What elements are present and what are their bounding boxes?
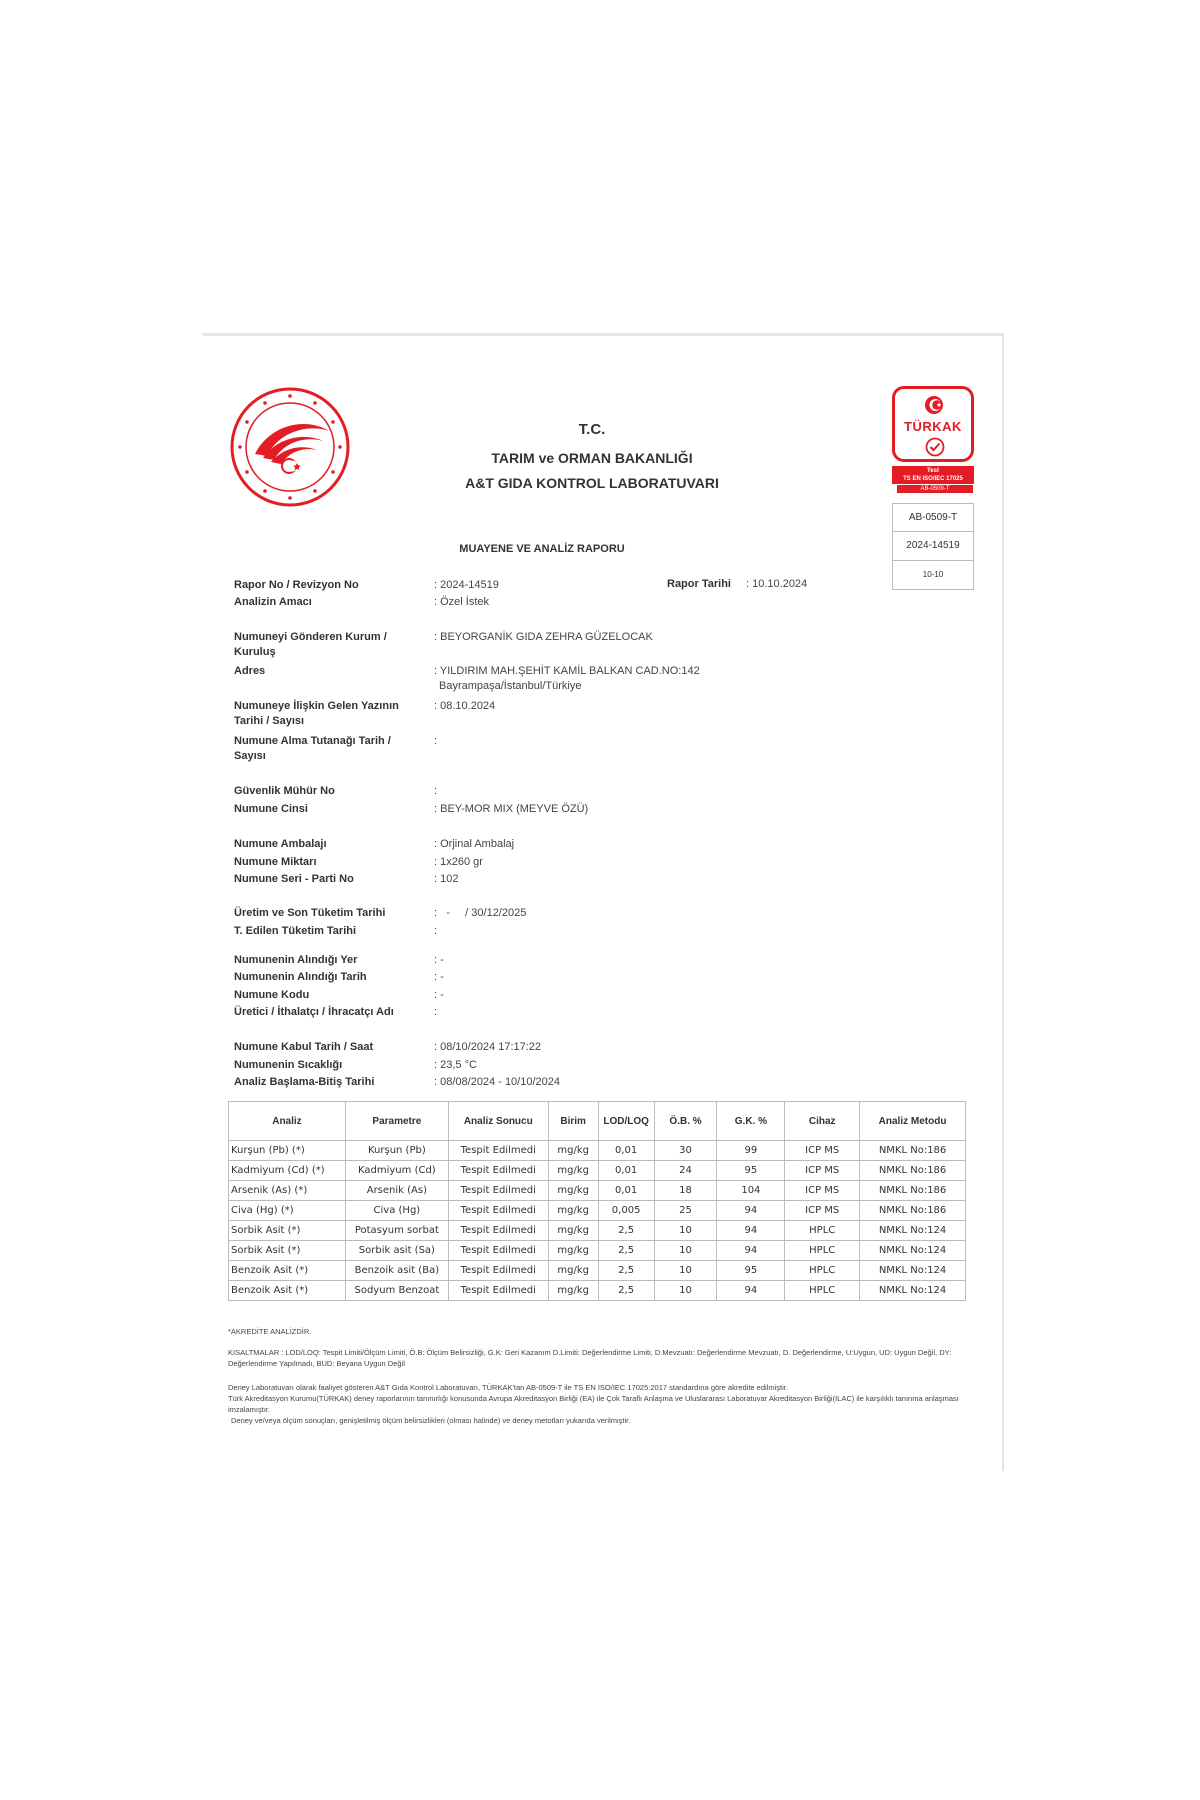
table-cell: NMKL No:186 <box>860 1161 966 1181</box>
field-value: : - <box>434 971 444 983</box>
table-cell: 0,005 <box>598 1201 654 1221</box>
turkak-band-code: AB-0509-T <box>897 485 973 493</box>
table-cell: HPLC <box>785 1281 860 1301</box>
field-value: : Orjinal Ambalaj <box>434 838 515 850</box>
table-cell: HPLC <box>785 1221 860 1241</box>
table-body <box>229 1141 966 1301</box>
field-value: : 08.10.2024 <box>434 700 496 712</box>
table-cell: Tespit Edilmedi <box>448 1221 548 1241</box>
field-value: : <box>434 925 438 937</box>
field-value: : Özel İstek <box>434 596 490 608</box>
table-row <box>229 1241 966 1261</box>
field-value: : <box>434 735 438 747</box>
field-value: : BEYORGANİK GIDA ZEHRA GÜZELOCAK <box>434 631 653 643</box>
field-label: Numune Alma Tutanağı Tarih / Sayısı <box>234 735 391 762</box>
table-cell: Potasyum sorbat <box>345 1221 448 1241</box>
table-cell: Tespit Edilmedi <box>448 1181 548 1201</box>
table-row <box>229 1281 966 1301</box>
table-cell: 10 <box>654 1261 717 1281</box>
check-circle-icon <box>925 437 945 457</box>
table-cell: Tespit Edilmedi <box>448 1141 548 1161</box>
table-cell: Kurşun (Pb) <box>345 1141 448 1161</box>
col-birim: Birim <box>548 1102 598 1141</box>
table-cell: 2,5 <box>598 1261 654 1281</box>
table-cell: 94 <box>717 1281 785 1301</box>
table-cell: 2,5 <box>598 1241 654 1261</box>
table-cell: ICP MS <box>785 1201 860 1221</box>
field-value: : 2024-14519 <box>434 579 499 591</box>
table-cell: mg/kg <box>548 1281 598 1301</box>
table-cell: 18 <box>654 1181 717 1201</box>
table-cell: Arsenik (As) <box>345 1181 448 1201</box>
table-cell: mg/kg <box>548 1241 598 1261</box>
field-label: Üretici / İthalatçı / İhracatçı Adı <box>234 1006 394 1018</box>
turkak-logo <box>892 386 974 462</box>
table-cell: Civa (Hg) (*) <box>229 1201 346 1221</box>
table-cell: 95 <box>717 1161 785 1181</box>
field-label: Numunenin Alındığı Tarih <box>234 971 367 983</box>
field-value: : <box>434 1006 438 1018</box>
table-cell: NMKL No:124 <box>860 1241 966 1261</box>
table-cell: NMKL No:186 <box>860 1141 966 1161</box>
field-label: Analizin Amacı <box>234 596 312 608</box>
table-cell: 0,01 <box>598 1141 654 1161</box>
table-cell: 94 <box>717 1241 785 1261</box>
table-cell: Sorbik Asit (*) <box>229 1221 346 1241</box>
table-cell: 10 <box>654 1241 717 1261</box>
accreditation-statement-3: Deney ve/veya ölçüm sonuçları, genişletilmiş ölçüm belirsizlikleri (olması halinde) ve deney metotları yukarıda verilmiştir. <box>231 1416 631 1425</box>
col-parametre: Parametre <box>345 1102 448 1141</box>
table-cell: 10 <box>654 1281 717 1301</box>
field-value: : - / 30/12/2025 <box>434 907 527 919</box>
field-value: : 08/10/2024 17:17:22 <box>434 1041 542 1053</box>
field-value: : - <box>434 954 444 966</box>
field-label: Numune Ambalajı <box>234 838 327 850</box>
table-cell: mg/kg <box>548 1141 598 1161</box>
table-row <box>229 1201 966 1221</box>
report-page <box>202 333 1004 1471</box>
table-cell: NMKL No:124 <box>860 1221 966 1241</box>
table-row <box>229 1181 966 1201</box>
turkak-band-std: TS EN ISO/IEC 17025 <box>903 476 963 482</box>
table-cell: HPLC <box>785 1241 860 1261</box>
accreditation-statement <box>228 1382 968 1426</box>
table-cell: Sorbik Asit (*) <box>229 1241 346 1261</box>
table-cell: Arsenik (As) (*) <box>229 1181 346 1201</box>
field-label: Üretim ve Son Tüketim Tarihi <box>234 907 386 919</box>
field-value: : 1x260 gr <box>434 856 483 868</box>
field-label: Adres <box>234 665 266 677</box>
table-cell: Kurşun (Pb) (*) <box>229 1141 346 1161</box>
table-cell: Tespit Edilmedi <box>448 1261 548 1281</box>
table-cell: 2,5 <box>598 1221 654 1241</box>
table-cell: NMKL No:124 <box>860 1261 966 1281</box>
field-value: : 08/08/2024 - 10/10/2024 <box>434 1076 560 1088</box>
table-cell: Benzoik Asit (*) <box>229 1261 346 1281</box>
field-label: Numune Miktarı <box>234 856 317 868</box>
field-label: Numunenin Alındığı Yer <box>234 954 358 966</box>
col-analiz: Analiz <box>229 1102 346 1141</box>
accreditation-statement-1: Deney Laboratuvarı olarak faaliyet gösteren A&T Gıda Kontrol Laboratuvarı, TÜRKAK'tan AB-0509-T ile TS EN ISO/IEC 17025:2017 standardına göre akredite edilmiştir. <box>228 1383 788 1392</box>
accreditation-report: 2024-14519 <box>892 532 974 561</box>
col-sonuc: Analiz Sonucu <box>448 1102 548 1141</box>
field-label: Analiz Başlama-Bitiş Tarihi <box>234 1076 375 1088</box>
field-label: Numuneyi Gönderen Kurum / Kuruluş <box>234 631 387 658</box>
table-cell: Sorbik asit (Sa) <box>345 1241 448 1261</box>
table-row <box>229 1141 966 1161</box>
col-cihaz: Cihaz <box>785 1102 860 1141</box>
header-line-1: T.C. <box>578 421 606 438</box>
field-label: Numuneye İlişkin Gelen Yazının Tarihi / Sayısı <box>234 700 399 727</box>
table-cell: Tespit Edilmedi <box>448 1281 548 1301</box>
table-cell: Tespit Edilmedi <box>448 1241 548 1261</box>
table-cell: mg/kg <box>548 1161 598 1181</box>
accreditation-code: AB-0509-T <box>892 503 974 532</box>
col-gk: G.K. % <box>717 1102 785 1141</box>
table-cell: mg/kg <box>548 1261 598 1281</box>
table-row <box>229 1221 966 1241</box>
field-label: Numune Cinsi <box>234 803 308 815</box>
header-line-3: A&T GIDA KONTROL LABORATUVARI <box>465 475 719 491</box>
table-cell: mg/kg <box>548 1201 598 1221</box>
accreditation-block <box>892 386 978 590</box>
accreditation-statement-2: Türk Akreditasyon Kurumu(TÜRKAK) deney raporlarının tanınırlığı konusunda Avrupa Akreditasyon Birliği (EA) ile Çok Taraflı Anlaşma ve Uluslararası Laboratuvar Akreditasyon Birliği(ILAC) ile karşılıklı tanınma anlaşması imzalamıştır. <box>228 1394 959 1414</box>
table-cell: 99 <box>717 1141 785 1161</box>
report-date-label: Rapor Tarihi <box>667 578 731 590</box>
report-date-value: : 10.10.2024 <box>746 578 808 590</box>
field-value: : BEY-MOR MIX (MEYVE ÖZÜ) <box>434 803 589 815</box>
table-cell: 0,01 <box>598 1181 654 1201</box>
table-cell: ICP MS <box>785 1141 860 1161</box>
table-cell: mg/kg <box>548 1221 598 1241</box>
table-cell: Tespit Edilmedi <box>448 1161 548 1181</box>
table-cell: NMKL No:186 <box>860 1201 966 1221</box>
accredited-note: *AKREDİTE ANALİZDİR. <box>228 1327 312 1336</box>
table-cell: NMKL No:124 <box>860 1281 966 1301</box>
table-cell: 2,5 <box>598 1281 654 1301</box>
field-label: Numunenin Sıcaklığı <box>234 1059 343 1071</box>
header-line-2: TARIM ve ORMAN BAKANLIĞI <box>491 450 693 466</box>
table-cell: 24 <box>654 1161 717 1181</box>
address-line-2: Bayrampaşa/İstanbul/Türkiye <box>439 680 582 692</box>
field-label: T. Edilen Tüketim Tarihi <box>234 925 357 937</box>
accreditation-date: 10-10 <box>892 561 974 590</box>
field-value <box>434 664 794 694</box>
field-label: Numune Kabul Tarih / Saat <box>234 1041 374 1053</box>
table-cell: 94 <box>717 1221 785 1241</box>
table-header-row <box>229 1102 966 1141</box>
institution-header <box>402 421 782 491</box>
field-label: Rapor No / Revizyon No <box>234 579 359 591</box>
crescent-star-icon <box>924 395 944 415</box>
report-title: MUAYENE VE ANALİZ RAPORU <box>459 543 625 555</box>
ministry-seal-icon <box>229 386 351 508</box>
field-value: : 23,5 °C <box>434 1059 477 1071</box>
col-metot: Analiz Metodu <box>860 1102 966 1141</box>
table-cell: Benzoik Asit (*) <box>229 1281 346 1301</box>
field-label: Güvenlik Mühür No <box>234 785 335 797</box>
results-table <box>228 1101 966 1301</box>
table-cell: 10 <box>654 1221 717 1241</box>
table-cell: Civa (Hg) <box>345 1201 448 1221</box>
table-cell: Sodyum Benzoat <box>345 1281 448 1301</box>
table-cell: 95 <box>717 1261 785 1281</box>
field-value: : <box>434 785 438 797</box>
table-cell: Kadmiyum (Cd) (*) <box>229 1161 346 1181</box>
table-cell: ICP MS <box>785 1161 860 1181</box>
table-cell: HPLC <box>785 1261 860 1281</box>
turkak-band <box>892 466 974 484</box>
table-cell: mg/kg <box>548 1181 598 1201</box>
field-label: Numune Kodu <box>234 989 310 1001</box>
table-row <box>229 1261 966 1281</box>
table-row <box>229 1161 966 1181</box>
abbreviations-note: KISALTMALAR : LOD/LOQ: Tespit Limiti/Ölçüm Limiti, Ö.B: Ölçüm Belirsizliği, G.K: Geri Kazanım D.Limiti: Değerlendirme Limiti, D.Mevzuatı: Değerlendirme Mevzuatı, D. Değerlendirme, U:Uygun, UD: Uygun Değil, DY: Değerlendirme Yapılmadı, BUD: Beyana Uygun Değil <box>228 1348 952 1368</box>
table-cell: ICP MS <box>785 1181 860 1201</box>
col-ob: Ö.B. % <box>654 1102 717 1141</box>
turkak-band-top: Test <box>927 468 939 474</box>
col-lod: LOD/LOQ <box>598 1102 654 1141</box>
field-value: : - <box>434 989 444 1001</box>
table-cell: 104 <box>717 1181 785 1201</box>
address-line-1: : YILDIRIM MAH.ŞEHİT KAMİL BALKAN CAD.NO:142 <box>434 665 700 677</box>
table-cell: NMKL No:186 <box>860 1181 966 1201</box>
table-cell: 94 <box>717 1201 785 1221</box>
table-cell: 0,01 <box>598 1161 654 1181</box>
table-cell: 25 <box>654 1201 717 1221</box>
field-label: Numune Seri - Parti No <box>234 873 354 885</box>
field-value: : 102 <box>434 873 459 885</box>
table-cell: Benzoik asit (Ba) <box>345 1261 448 1281</box>
turkak-brand: TÜRKAK <box>904 419 962 434</box>
table-cell: 30 <box>654 1141 717 1161</box>
table-cell: Kadmiyum (Cd) <box>345 1161 448 1181</box>
table-cell: Tespit Edilmedi <box>448 1201 548 1221</box>
